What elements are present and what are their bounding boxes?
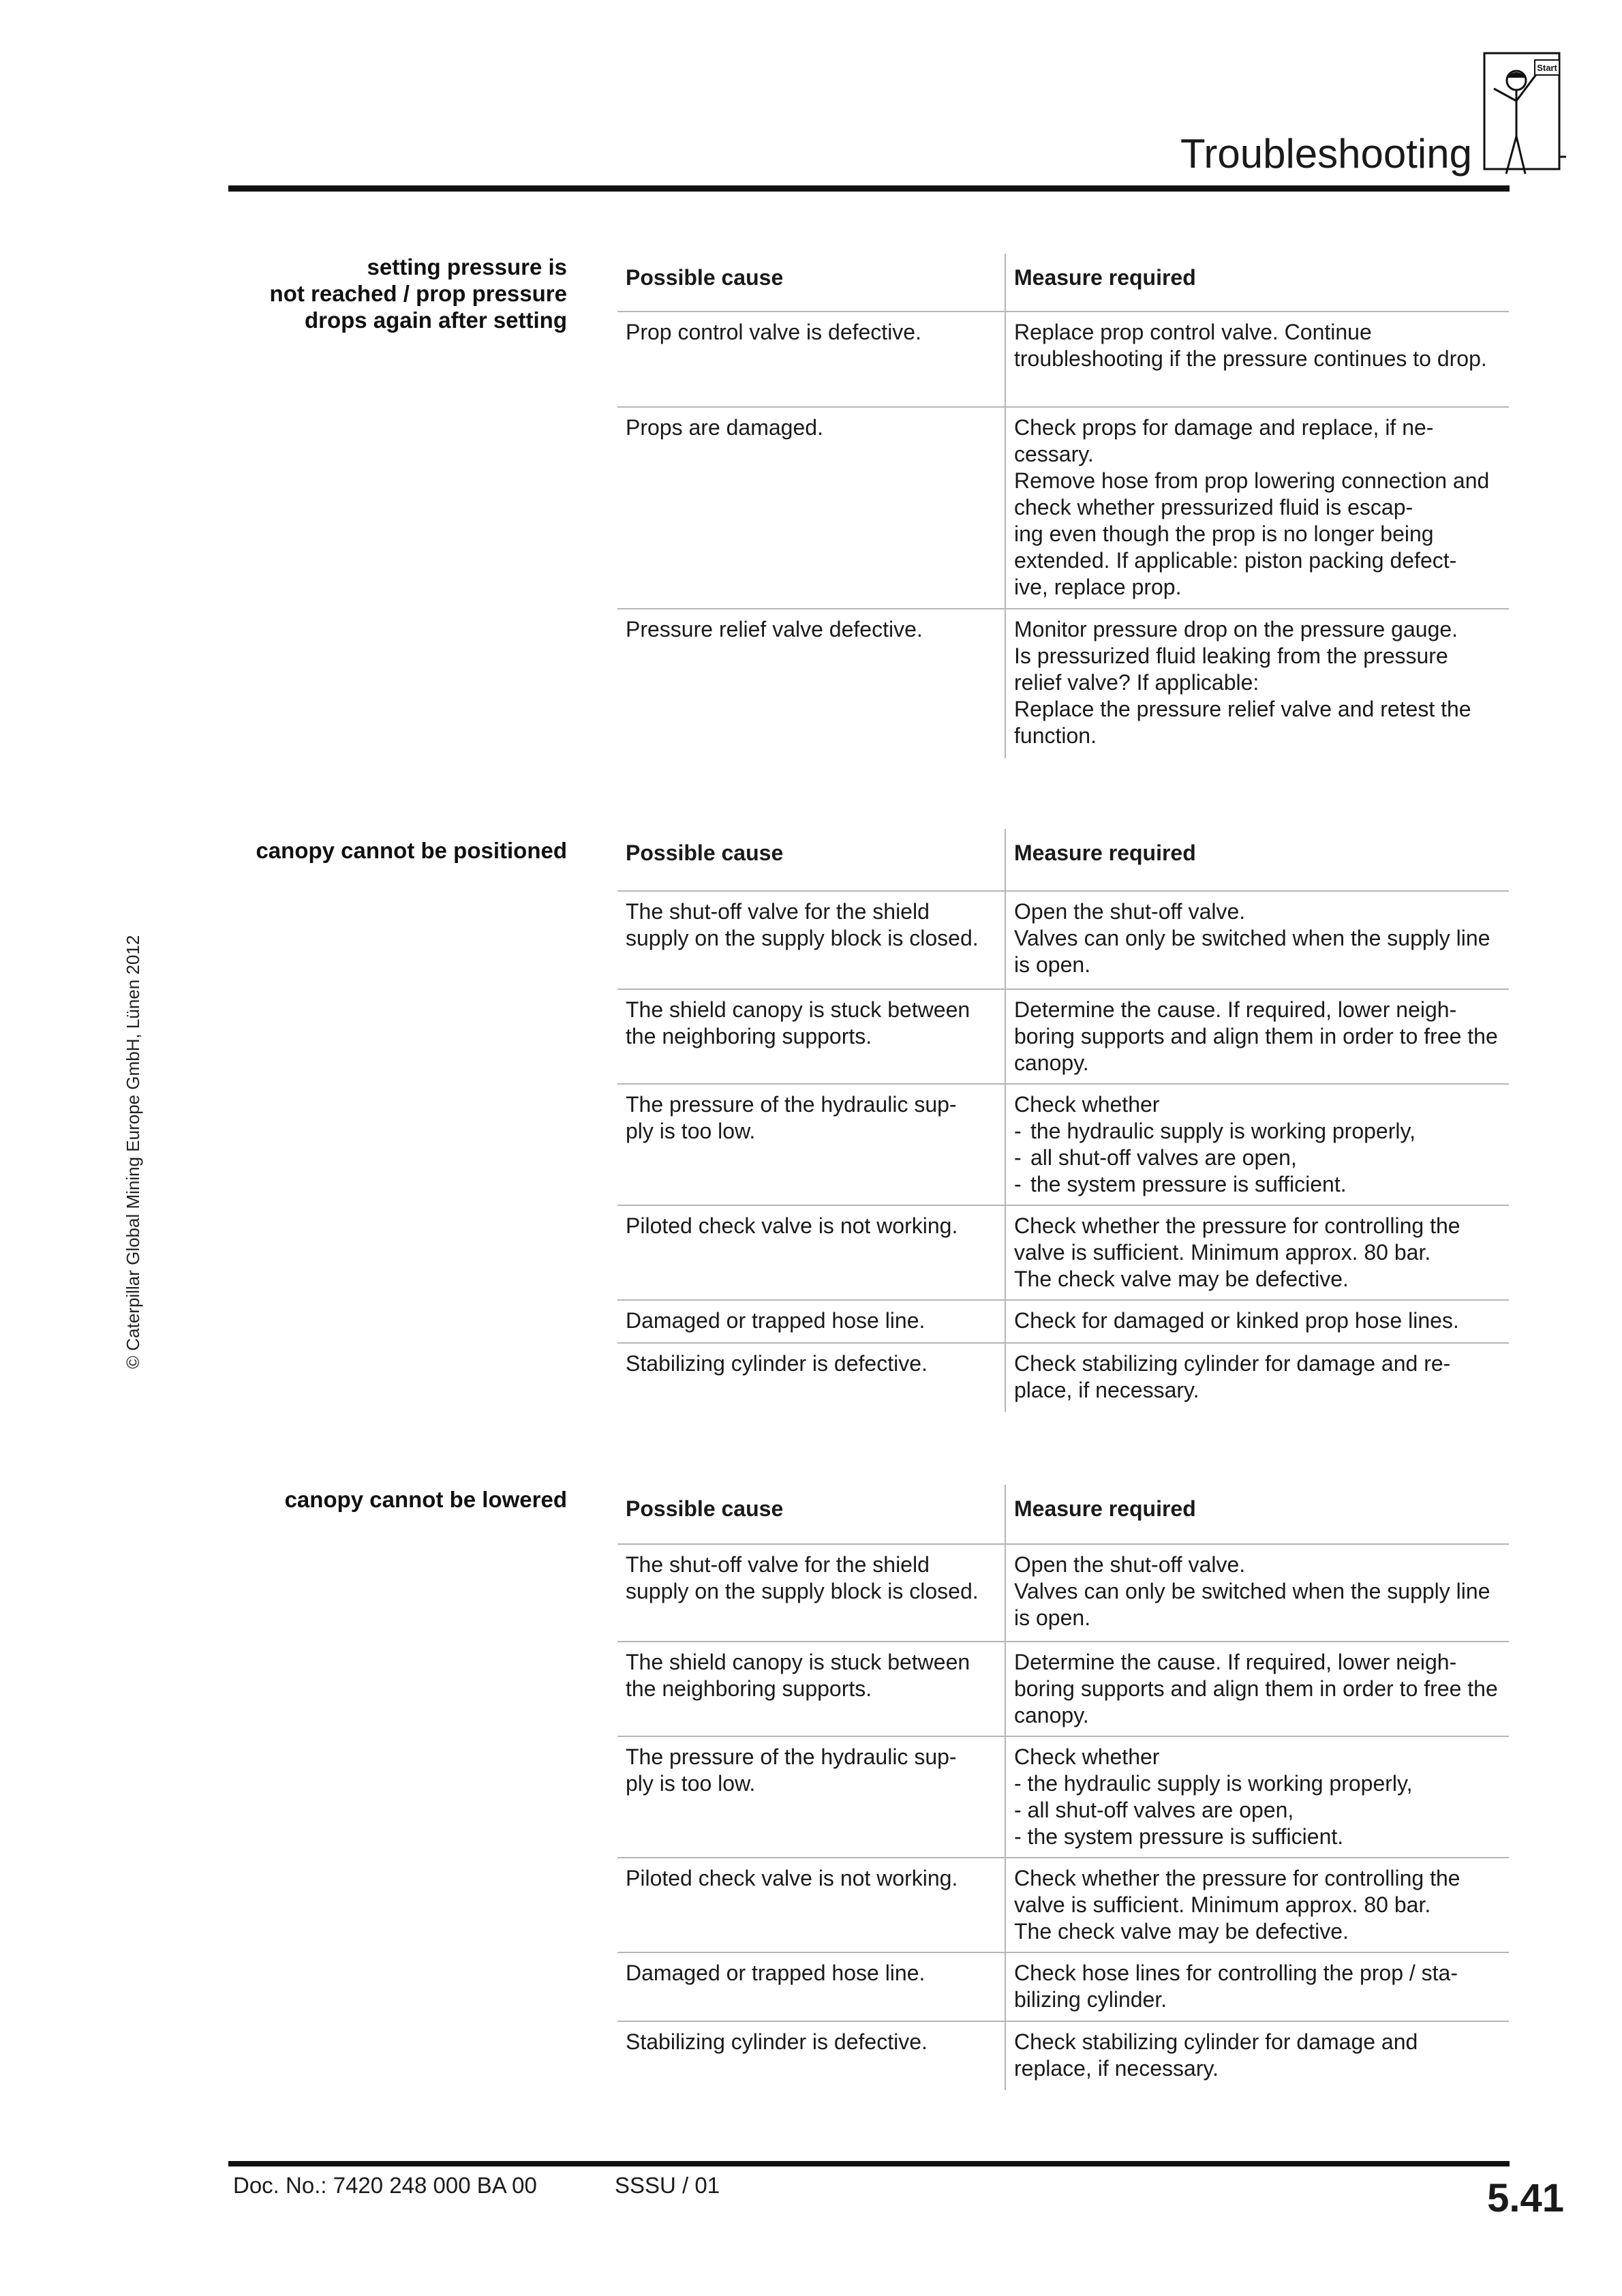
section-heading: canopy cannot be lowered bbox=[284, 1487, 567, 1512]
table-header-row bbox=[617, 829, 1509, 890]
section-heading: canopy cannot be positioned bbox=[256, 838, 567, 863]
measure-cell: Check for damaged or kinked prop hose lines. bbox=[1005, 1301, 1509, 1342]
copyright-note: © Caterpillar Global Mining Europe GmbH, Lünen 2012 bbox=[123, 935, 143, 1369]
section-heading: setting pressure is not reached / prop pressure drops again after setting bbox=[269, 254, 567, 333]
cause-cell: Stabilizing cylinder is defective. bbox=[626, 1351, 928, 1376]
document-number: Doc. No.: 7420 248 000 BA 00 bbox=[233, 2173, 537, 2198]
troubleshooting-table bbox=[617, 829, 1509, 1412]
table-row bbox=[617, 1543, 1509, 1641]
measure-lead: Check whether bbox=[1014, 1092, 1160, 1117]
cause-cell: The shield canopy is stuck between the neighboring supports. bbox=[626, 997, 970, 1048]
measure-cell: Determine the cause. If required, lower neigh- boring supports and align them in order to free the canopy. bbox=[1005, 990, 1509, 1083]
table-row bbox=[617, 1952, 1509, 2021]
table-row bbox=[617, 1205, 1509, 1299]
measure-cell: Check stabilizing cylinder for damage and replace, if necessary. bbox=[1005, 2022, 1509, 2090]
measure-cell: Check props for damage and replace, if ne- cessary. Remove hose from prop lowering connection and check whether pressurized fluid is escap- ing even though the prop is no longer being extended. If applicable: piston packing defect- ive, replace prop. bbox=[1005, 408, 1509, 608]
cause-cell: The pressure of the hydraulic sup- ply is too low. bbox=[626, 1092, 957, 1143]
header-measure-required: Measure required bbox=[1005, 829, 1509, 890]
measure-cell: Check whether - the hydraulic supply is working properly, - all shut-off valves are open, - the system pressure is sufficient. bbox=[1005, 1737, 1509, 1857]
cause-cell: Damaged or trapped hose line. bbox=[626, 1308, 925, 1333]
measure-cell bbox=[1005, 1085, 1509, 1205]
start-figure-icon bbox=[1479, 48, 1567, 184]
measure-cell: Monitor pressure drop on the pressure gauge. Is pressurized fluid leaking from the pressure relief valve? If applicable: Replace the pressure relief valve and retest the function. bbox=[1005, 609, 1509, 758]
cause-cell: Damaged or trapped hose line. bbox=[626, 1961, 925, 1985]
cause-cell: Stabilizing cylinder is defective. bbox=[626, 2029, 928, 2054]
table-row bbox=[617, 2021, 1509, 2090]
cause-cell: Prop control valve is defective. bbox=[626, 320, 921, 344]
troubleshooting-table bbox=[617, 1485, 1509, 2090]
cause-cell: The pressure of the hydraulic sup- ply is too low. bbox=[626, 1744, 957, 1796]
troubleshooting-table bbox=[617, 254, 1509, 758]
measure-list-item: - the system pressure is sufficient. bbox=[1014, 1172, 1347, 1196]
header-measure-required: Measure required bbox=[1005, 254, 1509, 311]
footer-rule bbox=[228, 2161, 1510, 2166]
header-measure-required: Measure required bbox=[1005, 1485, 1509, 1543]
table-header-row bbox=[617, 1485, 1509, 1543]
table-row bbox=[617, 1641, 1509, 1736]
cause-cell: Props are damaged. bbox=[626, 415, 823, 440]
table-row bbox=[617, 608, 1509, 758]
table-row bbox=[617, 1083, 1509, 1205]
page-number: 5.41 bbox=[1487, 2176, 1564, 2220]
measure-cell: Check whether the pressure for controlling the valve is sufficient. Minimum approx. 80 bar. The check valve may be defective. bbox=[1005, 1858, 1509, 1952]
table-row bbox=[617, 311, 1509, 406]
start-label: Start bbox=[1537, 63, 1557, 73]
cause-cell: Pressure relief valve defective. bbox=[626, 617, 923, 641]
header-possible-cause: Possible cause bbox=[626, 1496, 784, 1521]
measure-cell: Replace prop control valve. Continue troubleshooting if the pressure continues to drop. bbox=[1005, 312, 1509, 406]
header-possible-cause: Possible cause bbox=[626, 265, 784, 290]
cause-cell: The shut-off valve for the shield supply on the supply block is closed. bbox=[626, 1552, 979, 1603]
table-header-row bbox=[617, 254, 1509, 311]
table-row bbox=[617, 988, 1509, 1083]
page-title: Troubleshooting bbox=[1180, 131, 1472, 177]
document-code: SSSU / 01 bbox=[615, 2173, 720, 2198]
measure-list-item: - the hydraulic supply is working properly, bbox=[1014, 1119, 1416, 1143]
table-row bbox=[617, 890, 1509, 988]
measure-cell: Check stabilizing cylinder for damage and re- place, if necessary. bbox=[1005, 1344, 1509, 1412]
table-row bbox=[617, 1342, 1509, 1412]
cause-cell: Piloted check valve is not working. bbox=[626, 1213, 958, 1238]
header-rule bbox=[228, 185, 1510, 192]
table-row bbox=[617, 1857, 1509, 1952]
cause-cell: Piloted check valve is not working. bbox=[626, 1866, 958, 1890]
measure-cell: Open the shut-off valve. Valves can only be switched when the supply line is open. bbox=[1005, 1545, 1509, 1641]
table-row bbox=[617, 1736, 1509, 1857]
measure-cell: Check hose lines for controlling the prop / sta- bilizing cylinder. bbox=[1005, 1953, 1509, 2021]
measure-cell: Check whether the pressure for controlling the valve is sufficient. Minimum approx. 80 bar. The check valve may be defective. bbox=[1005, 1206, 1509, 1299]
header-possible-cause: Possible cause bbox=[626, 841, 784, 865]
table-row bbox=[617, 1299, 1509, 1342]
cause-cell: The shut-off valve for the shield supply on the supply block is closed. bbox=[626, 899, 979, 950]
measure-cell: Determine the cause. If required, lower neigh- boring supports and align them in order to free the canopy. bbox=[1005, 1642, 1509, 1736]
table-row bbox=[617, 406, 1509, 608]
measure-cell: Open the shut-off valve. Valves can only be switched when the supply line is open. bbox=[1005, 892, 1509, 988]
cause-cell: The shield canopy is stuck between the neighboring supports. bbox=[626, 1650, 970, 1701]
measure-list-item: - all shut-off valves are open, bbox=[1014, 1145, 1297, 1170]
